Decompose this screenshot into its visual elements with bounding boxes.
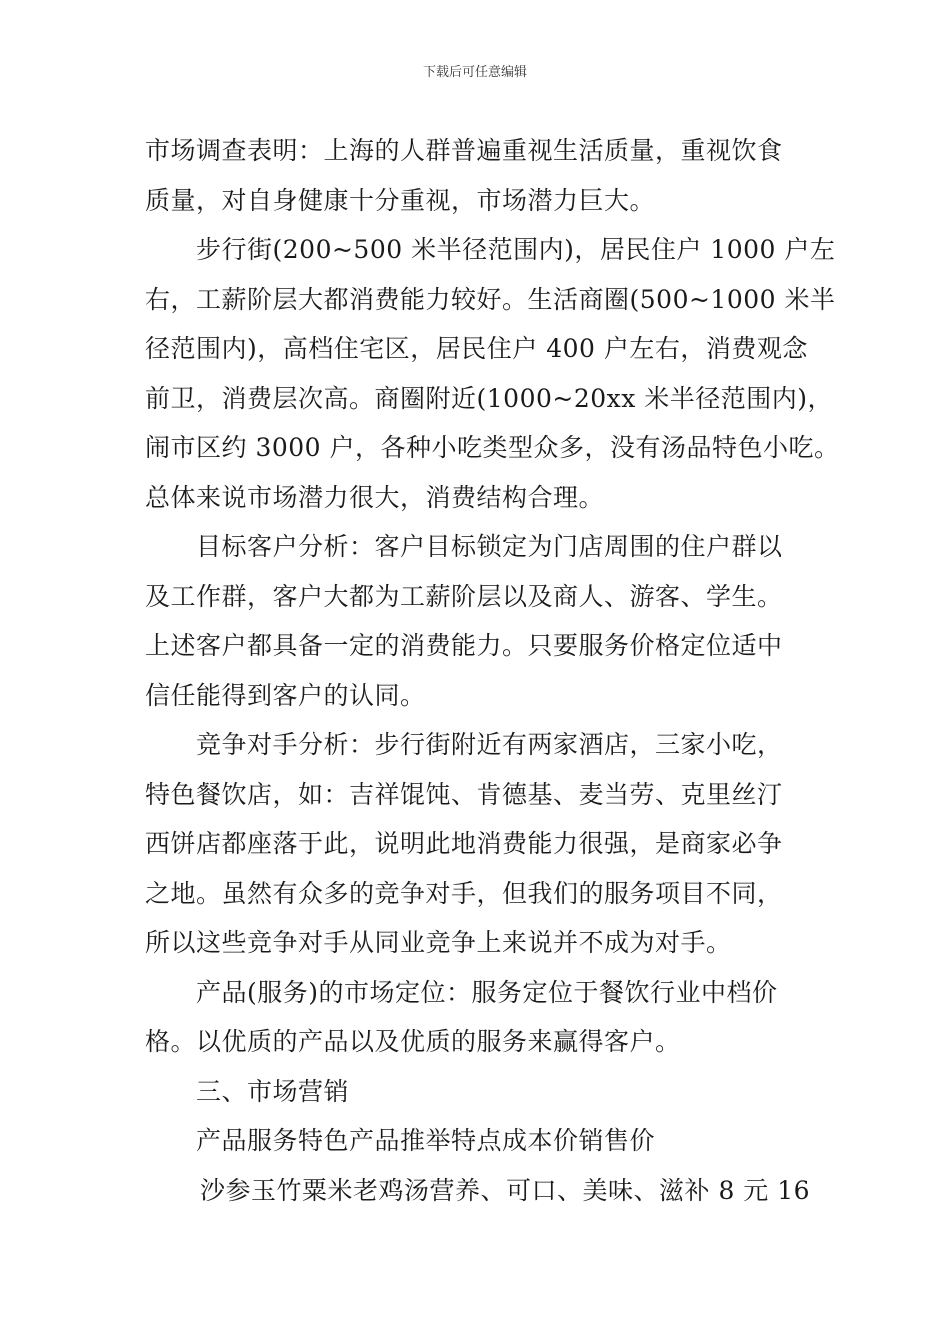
- paragraph-line: 径范围内)，高档住宅区，居民住户 400 户左右，消费观念: [145, 334, 808, 363]
- paragraph-line: 特色餐饮店，如：吉祥馄饨、肯德基、麦当劳、克里丝汀: [145, 780, 783, 809]
- paragraph-line: 产品(服务)的市场定位：服务定位于餐饮行业中档价: [196, 978, 778, 1007]
- paragraph-line: 目标客户分析：客户目标锁定为门店周围的住户群以: [196, 532, 783, 561]
- paragraph-line: 及工作群，客户大都为工薪阶层以及商人、游客、学生。: [145, 582, 783, 611]
- paragraph-line: 之地。虽然有众多的竞争对手，但我们的服务项目不同，: [145, 879, 783, 908]
- table-header-line: 产品服务特色产品推举特点成本价销售价: [196, 1126, 656, 1155]
- paragraph-line: 步行街(200~500 米半径范围内)，居民住户 1000 户左: [196, 235, 836, 264]
- paragraph-line: 信任能得到客户的认同。: [145, 681, 426, 710]
- paragraph-line: 右，工薪阶层大都消费能力较好。生活商圈(500~1000 米半: [145, 285, 836, 314]
- paragraph-line: 总体来说市场潜力很大，消费结构合理。: [145, 483, 605, 512]
- paragraph-line: 质量，对自身健康十分重视，市场潜力巨大。: [145, 186, 656, 215]
- page-header: 下载后可任意编辑: [422, 65, 527, 80]
- paragraph-line: 闹市区约 3000 户，各种小吃类型众多，没有汤品特色小吃。: [145, 433, 840, 462]
- paragraph-line: 格。以优质的产品以及优质的服务来赢得客户。: [145, 1027, 681, 1056]
- paragraph-line: 西饼店都座落于此，说明此地消费能力很强，是商家必争: [145, 829, 783, 858]
- table-row-line: 沙参玉竹粟米老鸡汤营养、可口、美味、滋补 8 元 16: [200, 1176, 811, 1205]
- paragraph-line: 所以这些竞争对手从同业竞争上来说并不成为对手。: [145, 928, 732, 957]
- paragraph-line: 市场调查表明：上海的人群普遍重视生活质量，重视饮食: [145, 136, 783, 165]
- paragraph-line: 竞争对手分析：步行街附近有两家酒店，三家小吃，: [196, 730, 783, 759]
- section-heading: 三、市场营销: [196, 1077, 350, 1106]
- paragraph-line: 前卫，消费层次高。商圈附近(1000~20xx 米半径范围内)，: [145, 384, 834, 413]
- paragraph-line: 上述客户都具备一定的消费能力。只要服务价格定位适中: [145, 631, 783, 660]
